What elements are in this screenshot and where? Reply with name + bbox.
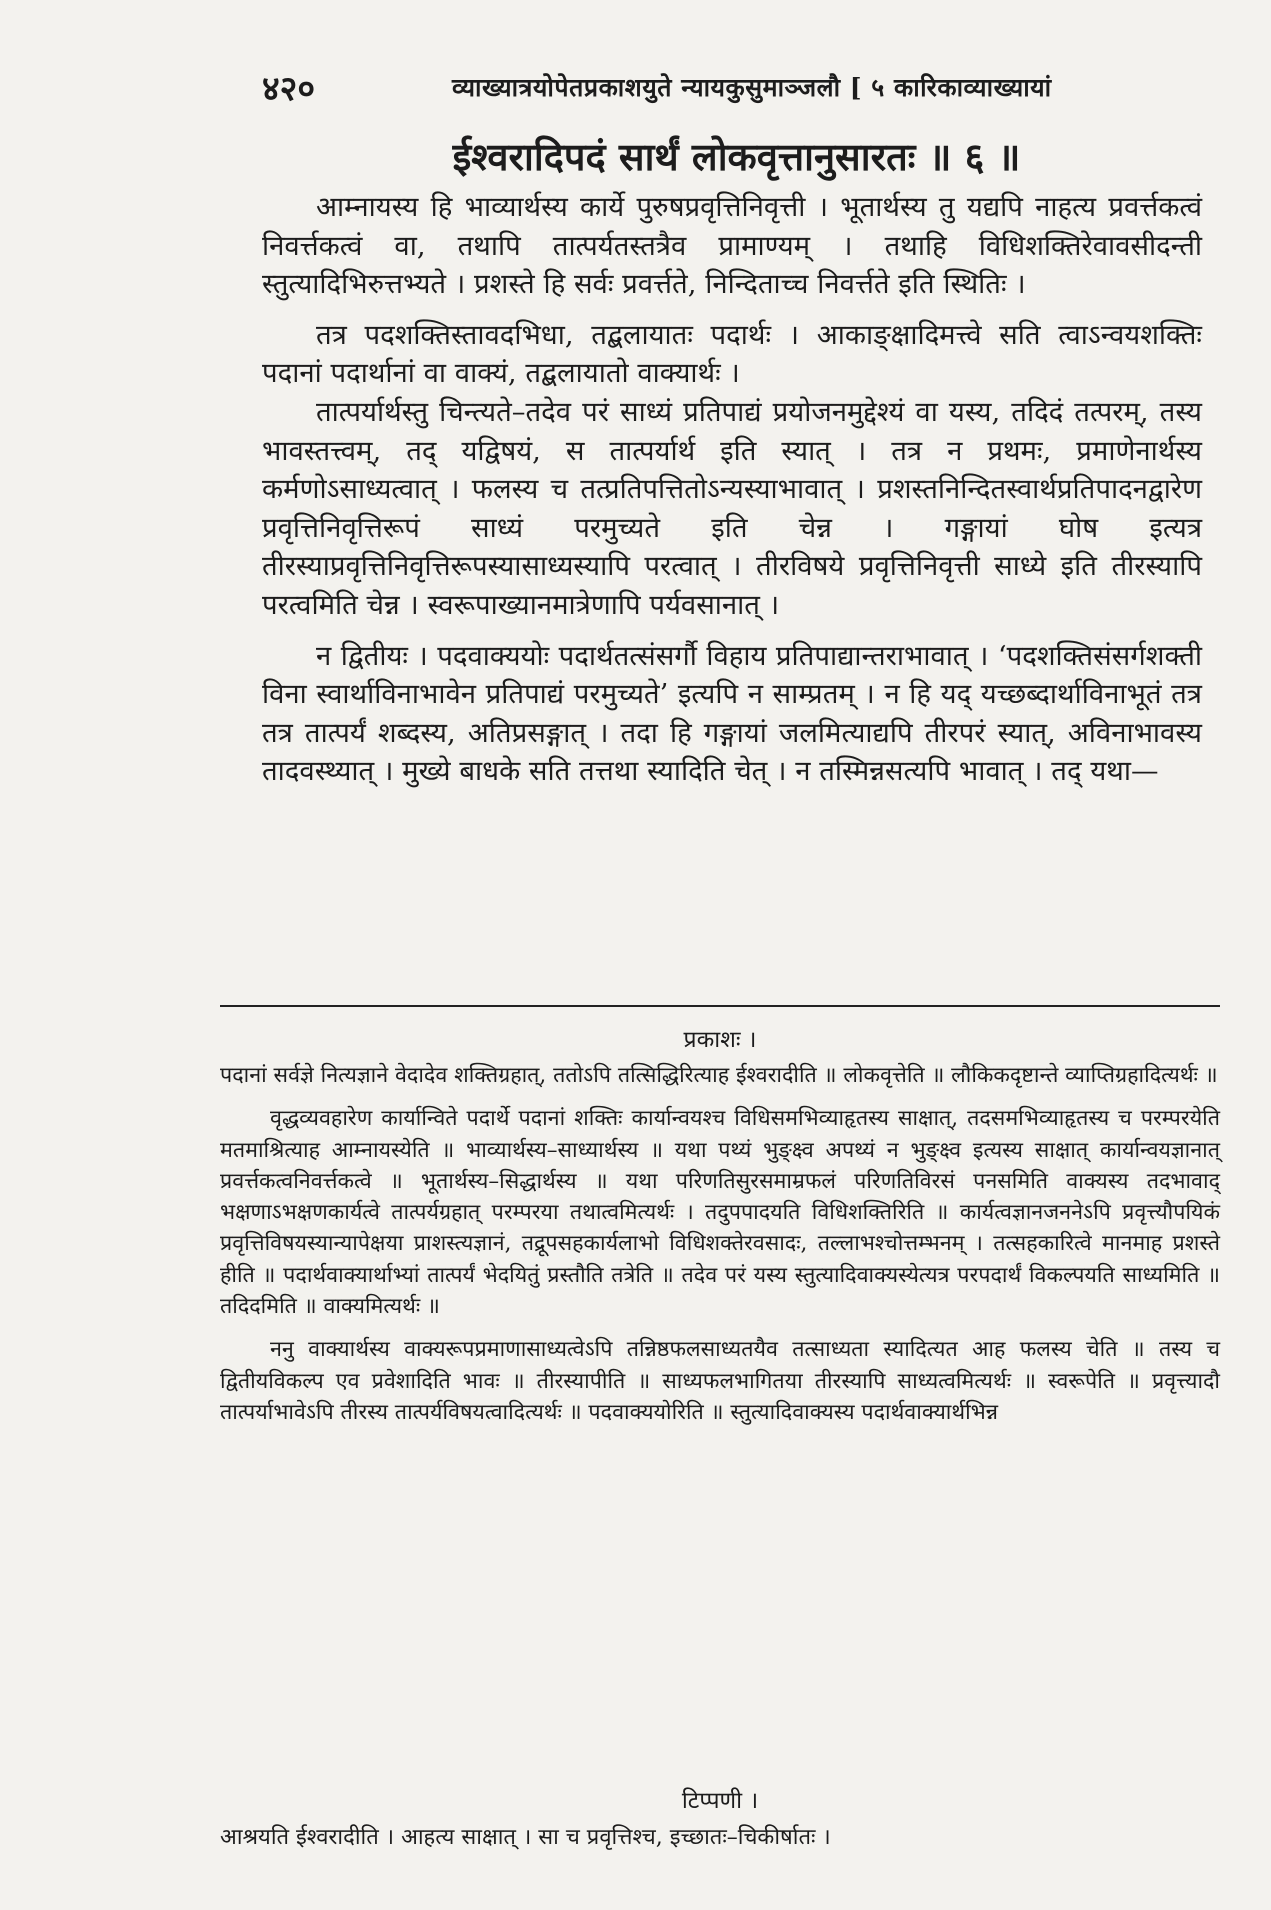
main-paragraph: तत्र पदशक्तिस्तावदभिधा, तद्बलायातः पदार्थः । आकाङ्क्षादिमत्त्वे सति त्वाऽन्वयशक्तिः पदानां पदार्थानां वा वाक्यं, तद्बलायातो वाक्यार्थः । (262, 318, 1202, 390)
tippani-heading: टिप्पणी । (681, 1788, 759, 1814)
commentary-heading: प्रकाशः । (683, 1027, 757, 1053)
main-paragraph: आम्नायस्य हि भाव्यार्थस्य कार्ये पुरुषप्रवृत्तिनिवृत्ती । भूतार्थस्य तु यद्यपि नाहत्य प्रवर्त्तकत्वं निवर्त्तकत्वं वा, तथापि तात्पर्यतस्तत्रैव प्रामाण्यम् । तथाहि विधिशक्तिरेवावसीदन्ती स्तुत्यादिभिरुत्तभ्यते । प्रशस्ते हि सर्वः प्रवर्त्तते, निन्दिताच्च निवर्त्तते इति स्थितिः । (262, 191, 1202, 301)
main-paragraph: न द्वितीयः । पदवाक्ययोः पदार्थतत्संसर्गौ विहाय प्रतिपाद्यान्तराभावात् । ‘पदशक्तिसंसर्गशक्ती विना स्वार्थाविनाभावेन प्रतिपाद्यं परमुच्यते’ इत्यपि न साम्प्रतम् । न हि यद् यच्छब्दार्थाविनाभूतं तत्र तत्र तात्पर्यं शब्दस्य, अतिप्रसङ्गात् । तदा हि गङ्गायां जलमित्याद्यपि तीरपरं स्यात्, अविनाभावस्य तादवस्थ्यात् । मुख्ये बाधके सति तत्तथा स्यादिति चेत् । न तस्मिन्नसत्यपि भावात् । तद् यथा— (262, 639, 1202, 788)
page-number: ४२० (262, 69, 316, 109)
commentary-paragraph: ननु वाक्यार्थस्य वाक्यरूपप्रमाणासाध्यत्वेऽपि तन्निष्ठफलसाध्यतयैव तत्साध्यता स्यादित्यत आह फलस्य चेति ॥ तस्य च द्वितीयविकल्प एव प्रवेशादिति भावः ॥ तीरस्यापीति ॥ साध्यफलभागितया तीरस्यापि साध्यत्वमित्यर्थः ॥ स्वरूपेति ॥ प्रवृत्त्यादौ तात्पर्याभावेऽपि तीरस्य तात्पर्यविषयत्वादित्यर्थः ॥ पदवाक्ययोरिति ॥ स्तुत्यादिवाक्यस्य पदार्थवाक्यार्थभिन्न (220, 1337, 1220, 1425)
running-title: व्याख्यात्रयोपेतप्रकाशयुते न्यायकुसुमाञ्जलौ [ ५ कारिकाव्याख्यायां (452, 73, 1052, 102)
commentary-paragraph: पदानां सर्वज्ञे नित्यज्ञाने वेदादेव शक्तिग्रहात्, ततोऽपि तत्सिद्धिरित्याह ईश्वरादीति ॥ लोकवृत्तेति ॥ लौकिकदृष्टान्ते व्याप्तिग्रहादित्यर्थः ॥ (220, 1063, 1218, 1088)
tippani-text: आश्रयति ईश्वरादीति । आहत्य साक्षात् । सा च प्रवृत्तिश्च, इच्छातः–चिकीर्षातः । (220, 1825, 831, 1850)
page-header (262, 58, 1201, 112)
main-paragraph: तात्पर्यार्थस्तु चिन्त्यते–तदेव परं साध्यं प्रतिपाद्यं प्रयोजनमुद्देश्यं वा यस्य, तदिदं तत्परम्, तस्य भावस्तत्त्वम्, तद् यद्विषयं, स तात्पर्यार्थ इति स्यात् । तत्र न प्रथमः, प्रमाणेनार्थस्य कर्मणोऽसाध्यत्वात् । फलस्य च तत्प्रतिपत्तितोऽन्यस्याभावात् । प्रशस्तनिन्दितस्वार्थप्रतिपादनद्वारेण प्रवृत्तिनिवृत्तिरूपं साध्यं परमुच्यते इति चेन्न । गङ्गायां घोष इत्यत्र तीरस्याप्रवृत्तिनिवृत्तिरूपस्यासाध्यस्यापि परत्वात् । तीरविषये प्रवृत्तिनिवृत्ती साध्ये इति तीरस्यापि परत्वमिति चेन्न । स्वरूपाख्यानमात्रेणापि पर्यवसानात् । (262, 395, 1202, 621)
section-divider (220, 1005, 1220, 1007)
main-text (262, 188, 1202, 791)
karika-verse: ईश्वरादिपदं सार्थं लोकवृत्तानुसारतः ॥ ६ ॥ (452, 134, 1021, 179)
commentary-text (220, 1060, 1220, 1428)
commentary-paragraph: वृद्धव्यवहारेण कार्यान्विते पदार्थे पदानां शक्तिः कार्यान्वयश्च विधिसमभिव्याहृतस्य साक्षात्, तदसमभिव्याहृतस्य च परम्परयेति मतमाश्रित्याह आम्नायस्येति ॥ भाव्यार्थस्य–साध्यार्थस्य ॥ यथा पथ्यं भुङ्क्ष्व अपथ्यं न भुङ्क्ष्व इत्यस्य साक्षात् कार्यान्वयज्ञानात् प्रवर्त्तकत्वनिवर्त्तकत्वे ॥ भूतार्थस्य–सिद्धार्थस्य ॥ यथा परिणतिसुरसमाम्रफलं परिणतिविरसं पनसमिति वाक्यस्य तदभावाद् भक्षणाऽभक्षणकार्यत्वे तात्पर्यग्रहात् परम्परया तथात्वमित्यर्थः । तदुपपादयति विधिशक्तिरिति ॥ कार्यत्वज्ञानजननेऽपि प्रवृत्त्यौपयिकं प्रवृत्तिविषयस्यान्यापेक्षया प्राशस्त्यज्ञानं, तद्रूपसहकार्यलाभो विधिशक्तेरवसादः, तल्लाभश्चोत्तम्भनम् । तत्सहकारित्वे मानमाह प्रशस्ते हीति ॥ पदार्थवाक्यार्थाभ्यां तात्पर्यं भेदयितुं प्रस्तौति तत्रेति ॥ तदेव परं यस्य स्तुत्यादिवाक्यस्येत्यत्र परपदार्थं विकल्पयति साध्यमिति ॥ तदिदमिति ॥ वाक्यमित्यर्थः ॥ (220, 1106, 1220, 1320)
